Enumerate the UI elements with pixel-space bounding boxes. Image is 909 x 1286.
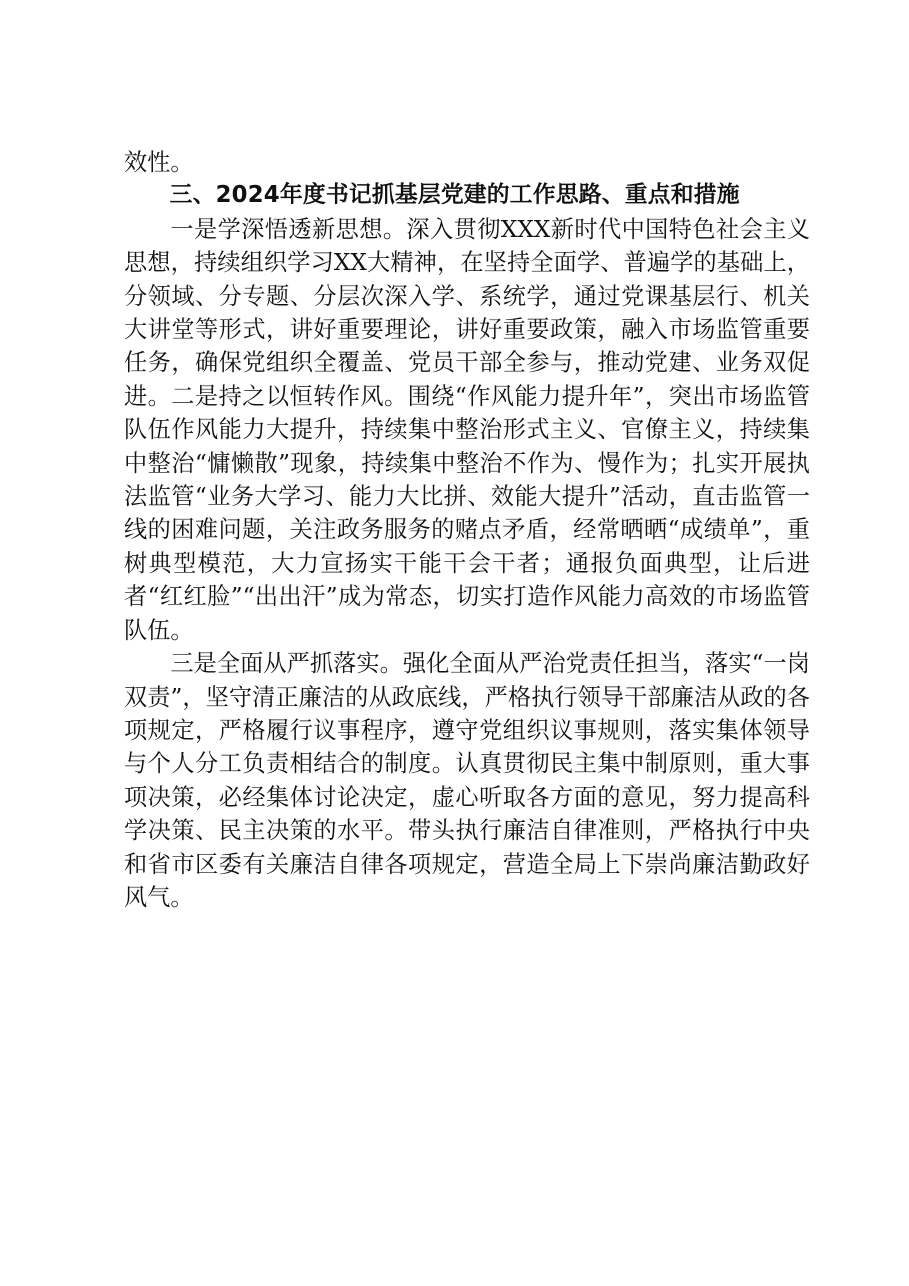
section-heading: 三、2024年度书记抓基层党建的工作思路、重点和措施 xyxy=(169,182,740,209)
document-body xyxy=(124,146,810,914)
paragraph-2: 三是全面从严抓落实。强化全面从严治党责任担当，落实“一岗双责”，坚守清正廉洁的从政底线，严格执行领导干部廉洁从政的各项规定，严格履行议事程序，遵守党组织议事规则，落实集体领导与个人分工负责相结合的制度。认真贯彻民主集中制原则，重大事项决策，必经集体讨论决定，虚心听取各方面的意见，努力提高科学决策、民主决策的水平。带头执行廉洁自律准则，严格执行中央和省市区委有关廉洁自律各项规定，营造全局上下崇尚廉洁勤政好风气。 xyxy=(124,650,810,911)
paragraph-1: 一是学深悟透新思想。深入贯彻XXX新时代中国特色社会主义思想，持续组织学习XX大精神，在坚持全面学、普遍学的基础上，分领域、分专题、分层次深入学、系统学，通过党课基层行、机关大讲堂等形式，讲好重要理论，讲好重要政策，融入市场监管重要任务，确保党组织全覆盖、党员干部全参与，推动党建、业务双促进。二是持之以恒转作风。围绕“作风能力提升年”，突出市场监管队伍作风能力大提升，持续集中整治形式主义、官僚主义，持续集中整治“慵懒散”现象，持续集中整治不作为、慢作为；扎实开展执法监管“业务大学习、能力大比拼、效能大提升”活动，直击监管一线的困难问题，关注政务服务的赌点矛盾，经常晒晒“成绩单”，重树典型模范，大力宣扬实干能干会干者；通报负面典型，让后进者“红红脸”“出出汗”成为常态，切实打造作风能力高效的市场监管队伍。 xyxy=(124,215,810,644)
continuation-text: 效性。 xyxy=(124,149,194,176)
